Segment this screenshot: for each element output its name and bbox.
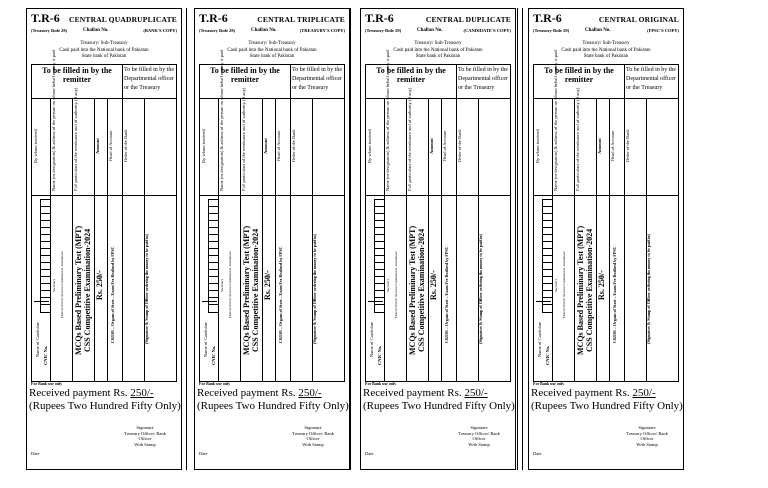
signature-line2: Treasury Officer/ Bank: [458, 430, 500, 436]
cnic-box: [41, 241, 50, 248]
column-header: By whom tendered: [367, 128, 372, 164]
for-bank-use: For Bank use only: [31, 381, 63, 386]
cnic-box: [41, 290, 50, 297]
date-label: Date: [365, 451, 374, 456]
copy-title: CENTRAL TRIPLICATE: [257, 15, 345, 24]
dept-header: To be filled in by the Departmental officer or the Treasury: [124, 67, 175, 91]
cnic-box: [41, 220, 50, 227]
cnic-box: [209, 241, 218, 248]
date-label: Date: [31, 451, 40, 456]
exam-title: MCQs Based Preliminary Test (MPT): [576, 225, 585, 355]
column-header: Full particulars of the remittance and of authority (if any): [575, 87, 580, 191]
challan-no-label: Challan No.: [83, 28, 109, 33]
column-header: Name (or designation) & address of the person on whose behalf money is paid: [219, 49, 224, 191]
candidate-underline: [536, 301, 551, 302]
signature-block: [115, 425, 175, 447]
signature-line4: With Stamp: [468, 441, 490, 447]
cnic-box: [543, 262, 552, 269]
received-prefix: Received payment Rs.: [363, 387, 465, 399]
cnic-box: [543, 269, 552, 276]
column-header: By whom tendered: [201, 128, 206, 164]
signature-line4: With Stamp: [636, 441, 658, 447]
column-header: Full particulars of the remittance and of authority (if any): [73, 87, 78, 191]
challan-copy: [26, 8, 182, 470]
candidate-label: Name of Candidate: [369, 322, 374, 358]
secretary-text: Secretary: [386, 278, 390, 292]
challan-copy: [528, 8, 684, 470]
cash-line: Cash paid into the National bank of Pakistan: [561, 47, 651, 53]
treasury-line: Treasury/ Sub-Treasury: [248, 41, 296, 46]
column-header: Order of the Bank: [457, 129, 462, 163]
cnic-box: [209, 269, 218, 276]
state-bank-line: State bank of Pakistan: [249, 54, 295, 59]
signature-label: Signature: [470, 425, 488, 430]
cnic-box: [209, 276, 218, 283]
cnic-box: [41, 255, 50, 262]
treasury-rule: (Treasury Rule 29): [199, 28, 236, 33]
copy-name: (BANK'S COPY): [143, 28, 177, 33]
cnic-box: [209, 220, 218, 227]
signature-stamp: (Signature & Stamp of Officer ordering the money to be paid in): [646, 234, 651, 344]
copy-name: (CANDIDATE'S COPY): [463, 28, 511, 33]
cnic-label: CNIC No.: [211, 345, 216, 365]
signature-stamp: (Signature & Stamp of Officer ordering the money to be paid in): [478, 234, 483, 344]
received-payment: [531, 387, 656, 399]
cnic-box: [375, 220, 384, 227]
form-code: T.R-6: [533, 11, 562, 25]
separator-line: [522, 8, 523, 470]
challan-copy: [360, 8, 516, 470]
cnic-box: [543, 276, 552, 283]
received-prefix: Received payment Rs.: [197, 387, 299, 399]
cnic-box: [543, 227, 552, 234]
column-header: Head of Account: [610, 130, 615, 162]
column-header: Name (or designation) & address of the person on whose behalf money is paid: [553, 49, 558, 191]
cnic-box: [209, 290, 218, 297]
treasury-rule: (Treasury Rule 29): [365, 28, 402, 33]
signature-block: [283, 425, 343, 447]
form-code: T.R-6: [31, 11, 60, 25]
separator-line: [350, 8, 351, 470]
cnic-box: [41, 262, 50, 269]
cnic-box: [375, 255, 384, 262]
cnic-box: [375, 304, 384, 311]
commission-text: Federal Public Service Commission, Islamabad: [60, 251, 64, 319]
received-payment: [197, 387, 322, 399]
cnic-box: [41, 227, 50, 234]
cnic-box: [209, 206, 218, 213]
cnic-box: [543, 213, 552, 220]
column-header: Head of Account: [276, 130, 281, 162]
candidate-label: Name of Candidate: [203, 322, 208, 358]
column-header: Amount: [429, 138, 434, 154]
cnic-box: [375, 276, 384, 283]
received-prefix: Received payment Rs.: [531, 387, 633, 399]
cnic-box: [41, 276, 50, 283]
signature-label: Signature: [136, 425, 154, 430]
cnic-label: CNIC No.: [43, 345, 48, 365]
cnic-box: [375, 248, 384, 255]
cnic-box: [375, 290, 384, 297]
received-prefix: Received payment Rs.: [29, 387, 131, 399]
exam-title: MCQs Based Preliminary Test (MPT): [242, 225, 251, 355]
challan-no-label: Challan No.: [585, 28, 611, 33]
cnic-box: [375, 283, 384, 290]
column-header: Head of Account: [108, 130, 113, 162]
cnic-box: [41, 248, 50, 255]
candidate-underline: [34, 301, 49, 302]
cnic-box: [41, 206, 50, 213]
cnic-box: [209, 227, 218, 234]
cnic-box: [375, 269, 384, 276]
column-header: By whom tendered: [535, 128, 540, 164]
cnic-box: [375, 227, 384, 234]
column-header: Full particulars of the remittance and of authority (if any): [241, 87, 246, 191]
secretary-text: Secretary: [554, 278, 558, 292]
signature-line3: Officer: [306, 436, 320, 441]
exam-subtitle: CSS Competitive Examination-2024: [585, 228, 594, 352]
received-amount: 250/-: [130, 387, 154, 399]
cnic-box: [41, 304, 50, 311]
state-bank-line: State bank of Pakistan: [415, 54, 461, 59]
received-payment: [363, 387, 488, 399]
cnic-box: [543, 255, 552, 262]
remitter-header: To be filled in by the remitter: [376, 66, 446, 84]
cnic-box: [543, 206, 552, 213]
received-words: (Rupees Two Hundred Fifty Only): [531, 400, 683, 412]
cnic-box: [543, 248, 552, 255]
form-code: T.R-6: [199, 11, 228, 25]
signature-block: [449, 425, 509, 447]
column-header: Name (or designation) & address of the person on whose behalf money is paid: [51, 49, 56, 191]
cnic-box: [209, 213, 218, 220]
signature-line2: Treasury Officer/ Bank: [292, 430, 334, 436]
commission-text: Federal Public Service Commission, Islamabad: [394, 251, 398, 319]
signature-line3: Officer: [472, 436, 486, 441]
challan-no-label: Challan No.: [251, 28, 277, 33]
signature-stamp: (Signature & Stamp of Officer ordering the money to be paid in): [312, 234, 317, 344]
treasury-line: Treasury/ Sub-Treasury: [414, 41, 462, 46]
signature-line4: With Stamp: [134, 441, 156, 447]
head-of-account: C02101 – Organs of State – Exam Fee Realized by FPSC: [278, 246, 283, 344]
dept-header: To be filled in by the Departmental officer or the Treasury: [458, 67, 509, 91]
head-of-account: C02101 – Organs of State – Exam Fee Realized by FPSC: [612, 246, 617, 344]
col-header-rule: [32, 195, 176, 196]
received-words: (Rupees Two Hundred Fifty Only): [197, 400, 349, 412]
cash-line: Cash paid into the National bank of Pakistan: [393, 47, 483, 53]
column-header: Amount: [263, 138, 268, 154]
exam-title: MCQs Based Preliminary Test (MPT): [74, 225, 83, 355]
cnic-box: [543, 304, 552, 311]
cnic-box: [209, 255, 218, 262]
candidate-label: Name of Candidate: [537, 322, 542, 358]
received-amount: 250/-: [464, 387, 488, 399]
treasury-rule: (Treasury Rule 29): [31, 28, 68, 33]
cnic-boxes: [542, 199, 553, 313]
date-label: Date: [199, 451, 208, 456]
cnic-box: [543, 290, 552, 297]
col-header-rule: [200, 195, 344, 196]
cnic-box: [41, 269, 50, 276]
challan-no-label: Challan No.: [417, 28, 443, 33]
cnic-box: [209, 262, 218, 269]
state-bank-line: State bank of Pakistan: [583, 54, 629, 59]
dept-header: To be filled in by the Departmental officer or the Treasury: [292, 67, 343, 91]
treasury-line: Treasury/ Sub-Treasury: [582, 41, 630, 46]
commission-text: Federal Public Service Commission, Islamabad: [228, 251, 232, 319]
cnic-box: [41, 213, 50, 220]
cnic-box: [543, 220, 552, 227]
cnic-boxes: [40, 199, 51, 313]
signature-line4: With Stamp: [302, 441, 324, 447]
copy-name: (FPSC'S COPY): [647, 28, 679, 33]
column-header: Order of the Bank: [123, 129, 128, 163]
column-header: Head of Account: [442, 130, 447, 162]
cnic-box: [375, 241, 384, 248]
for-bank-use: For Bank use only: [199, 381, 231, 386]
column-header: Order of the Bank: [291, 129, 296, 163]
column-header: By whom tendered: [33, 128, 38, 164]
signature-line2: Treasury Officer/ Bank: [124, 430, 166, 436]
cnic-label: CNIC No.: [545, 345, 550, 365]
cnic-box: [375, 213, 384, 220]
signature-label: Signature: [304, 425, 322, 430]
copy-title: CENTRAL QUADRUPLICATE: [68, 15, 177, 24]
cnic-box: [41, 234, 50, 241]
cnic-box: [543, 241, 552, 248]
signature-label: Signature: [638, 425, 656, 430]
col-header-rule: [534, 195, 678, 196]
separator-line: [186, 8, 187, 470]
copy-title: CENTRAL DUPLICATE: [425, 15, 511, 24]
received-amount: 250/-: [298, 387, 322, 399]
form-code: T.R-6: [365, 11, 394, 25]
column-header: Amount: [95, 138, 100, 154]
received-payment: [29, 387, 154, 399]
col-header-rule: [366, 195, 510, 196]
cnic-box: [209, 234, 218, 241]
copy-name: (TREASURY'S COPY): [299, 28, 345, 33]
signature-line2: Treasury Officer/ Bank: [626, 430, 668, 436]
dept-header: To be filled in by the Departmental officer or the Treasury: [626, 67, 677, 91]
fee-amount: Rs. 250/-: [597, 270, 606, 300]
cnic-box: [375, 234, 384, 241]
date-label: Date: [533, 451, 542, 456]
exam-subtitle: CSS Competitive Examination-2024: [83, 228, 92, 352]
candidate-label: Name of Candidate: [35, 322, 40, 358]
candidate-underline: [368, 301, 383, 302]
separator-line: [517, 8, 518, 470]
received-words: (Rupees Two Hundred Fifty Only): [363, 400, 515, 412]
signature-block: [617, 425, 677, 447]
cnic-label: CNIC No.: [377, 345, 382, 365]
challan-copy: [194, 8, 350, 470]
fee-amount: Rs. 250/-: [429, 270, 438, 300]
secretary-text: Secretary: [52, 278, 56, 292]
copy-title: CENTRAL ORIGINAL: [598, 15, 679, 24]
remitter-header: To be filled in by the remitter: [210, 66, 280, 84]
cnic-box: [41, 283, 50, 290]
head-of-account: C02101 – Organs of State – Exam Fee Realized by FPSC: [110, 246, 115, 344]
signature-line3: Officer: [640, 436, 654, 441]
signature-line3: Officer: [138, 436, 152, 441]
cnic-box: [209, 248, 218, 255]
cnic-box: [209, 283, 218, 290]
column-header: Order of the Bank: [625, 129, 630, 163]
cnic-boxes: [374, 199, 385, 313]
fee-amount: Rs. 250/-: [95, 270, 104, 300]
head-of-account: C02101 – Organs of State – Exam Fee Realized by FPSC: [444, 246, 449, 344]
remitter-header: To be filled in by the remitter: [42, 66, 112, 84]
column-header: Name (or designation) & address of the person on whose behalf money is paid: [385, 49, 390, 191]
fee-amount: Rs. 250/-: [263, 270, 272, 300]
treasury-line: Treasury/ Sub-Treasury: [80, 41, 128, 46]
for-bank-use: For Bank use only: [365, 381, 397, 386]
cnic-boxes: [208, 199, 219, 313]
cash-line: Cash paid into the National bank of Pakistan: [59, 47, 149, 53]
candidate-underline: [202, 301, 217, 302]
cnic-box: [375, 262, 384, 269]
cnic-box: [543, 234, 552, 241]
received-words: (Rupees Two Hundred Fifty Only): [29, 400, 181, 412]
exam-subtitle: CSS Competitive Examination-2024: [417, 228, 426, 352]
commission-text: Federal Public Service Commission, Islamabad: [562, 251, 566, 319]
treasury-rule: (Treasury Rule 29): [533, 28, 570, 33]
state-bank-line: State bank of Pakistan: [81, 54, 127, 59]
exam-title: MCQs Based Preliminary Test (MPT): [408, 225, 417, 355]
cnic-box: [375, 206, 384, 213]
signature-stamp: (Signature & Stamp of Officer ordering the money to be paid in): [144, 234, 149, 344]
exam-subtitle: CSS Competitive Examination-2024: [251, 228, 260, 352]
for-bank-use: For Bank use only: [533, 381, 565, 386]
column-header: Full particulars of the remittance and of authority (if any): [407, 87, 412, 191]
cnic-box: [209, 304, 218, 311]
cash-line: Cash paid into the National bank of Pakistan: [227, 47, 317, 53]
remitter-header: To be filled in by the remitter: [544, 66, 614, 84]
received-amount: 250/-: [632, 387, 656, 399]
secretary-text: Secretary: [220, 278, 224, 292]
cnic-box: [543, 283, 552, 290]
column-header: Amount: [597, 138, 602, 154]
